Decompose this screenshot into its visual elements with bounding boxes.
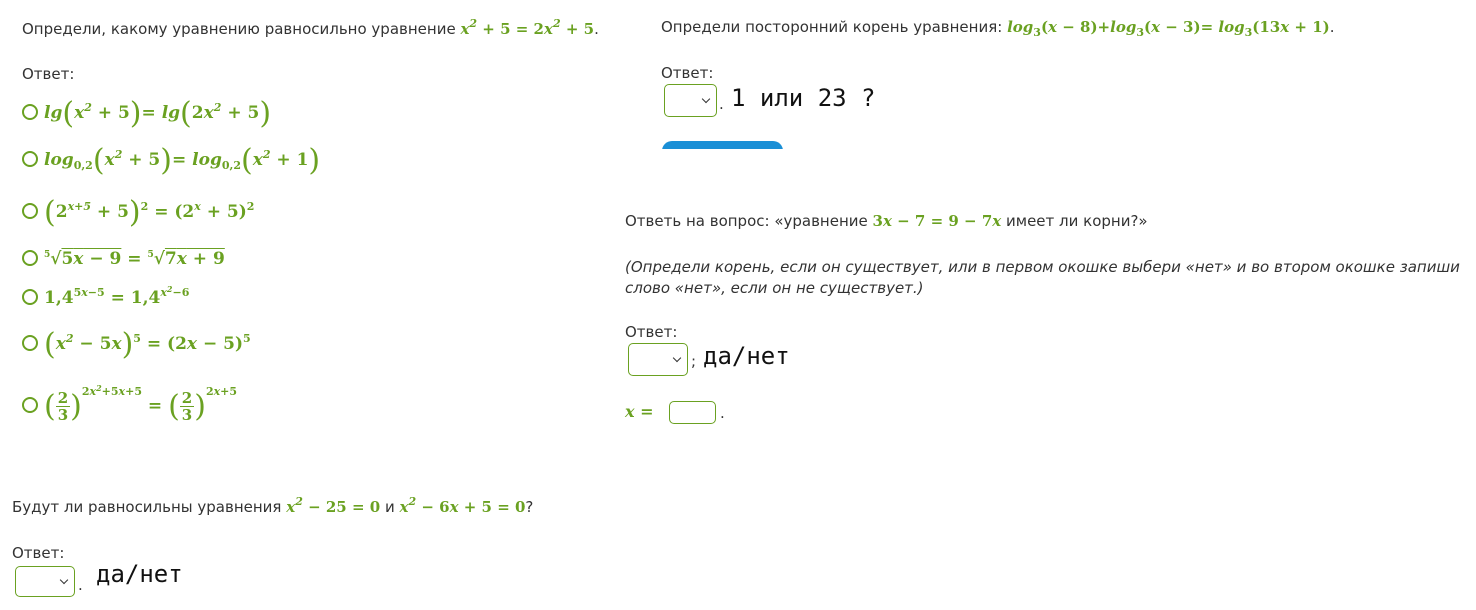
q4-select[interactable] <box>15 566 75 597</box>
q2-answer-label: Ответ: <box>661 64 714 82</box>
q1-option-3[interactable]: $(2^{x+5} + 5)^2 = (2^x + 5)^2$ <box>22 202 254 222</box>
q2-equation: $\log_3(x - 8)+\log_3(x - 3)= \log_3(13x + 1)$ <box>1007 18 1330 39</box>
q4-handwritten-note: да/нет <box>96 560 183 588</box>
q3-x-input[interactable] <box>669 401 716 424</box>
radio-button[interactable] <box>22 397 38 413</box>
q4-answer-label: Ответ: <box>12 544 65 562</box>
q1-answer-label: Ответ: <box>22 65 75 83</box>
chevron-down-icon <box>673 353 681 361</box>
q3-x-label: x = <box>625 402 654 421</box>
q4-equation-2: $x^2 - 6x + 5 = 0$ <box>399 495 526 516</box>
q3-select[interactable] <box>628 343 688 376</box>
q1-option-5[interactable]: $1,4^{5x-5} = 1,4^{x^2-6}$ <box>22 288 189 308</box>
q1-equation: $x^2 + 5 = 2x^2 + 5$ <box>460 17 595 38</box>
q3-prompt: Ответь на вопрос: «уравнение 3x − 7 = 9 − 7x имеет ли корни?» <box>625 212 1148 230</box>
chevron-down-icon <box>702 94 710 102</box>
q3-handwritten-note: да/нет <box>703 342 790 370</box>
radio-button[interactable] <box>22 203 38 219</box>
q2-handwritten-note: 1 или 23 ? <box>731 84 876 112</box>
q1-option-1[interactable]: $\lg(x^2 + 5)= \lg(2x^2 + 5)$ <box>22 103 271 123</box>
q3-equation: 3x − 7 = 9 − 7x <box>872 212 1002 230</box>
radio-button[interactable] <box>22 250 38 266</box>
submit-button-partial[interactable] <box>662 141 783 149</box>
radio-button[interactable] <box>22 104 38 120</box>
q4-prompt: Будут ли равносильны уравнения $x^2 - 25 = 0$ и $x^2 - 6x + 5 = 0$? <box>12 495 534 516</box>
q1-prompt: Определи, какому уравнению равносильно уравнение $x^2 + 5 = 2x^2 + 5$. <box>22 17 599 38</box>
q3-answer-label: Ответ: <box>625 323 678 341</box>
q4-equation-1: $x^2 - 25 = 0$ <box>286 495 381 516</box>
chevron-down-icon <box>60 575 68 583</box>
q1-option-6[interactable]: $(x^2 - 5x)^5 = (2x - 5)^5$ <box>22 334 251 354</box>
q1-option-7[interactable]: ( $\frac{2}{3}$ )$^{2x^2+5x+5}$ = ( $\frac{2}{3}$ )$^{2x+5}$ <box>22 388 237 424</box>
q1-option-2[interactable]: $\log_{0,2}(x^2 + 5)= \log_{0,2}(x^2 + 1)$ <box>22 150 320 170</box>
q1-option-4[interactable]: $^5$√5x − 9 = $^5$√7x + 9 <box>22 249 225 269</box>
q2-select[interactable] <box>664 84 717 117</box>
q3-note: (Определи корень, если он существует, или в первом окошке выбери «нет» и во втором окошке запиши слово «нет», если он не существует.) <box>625 258 1460 297</box>
radio-button[interactable] <box>22 151 38 167</box>
radio-button[interactable] <box>22 335 38 351</box>
radio-button[interactable] <box>22 289 38 305</box>
q2-prompt: Определи посторонний корень уравнения: $\log_3(x - 8)+\log_3(x - 3)= \log_3(13x + 1)$. <box>661 18 1335 39</box>
